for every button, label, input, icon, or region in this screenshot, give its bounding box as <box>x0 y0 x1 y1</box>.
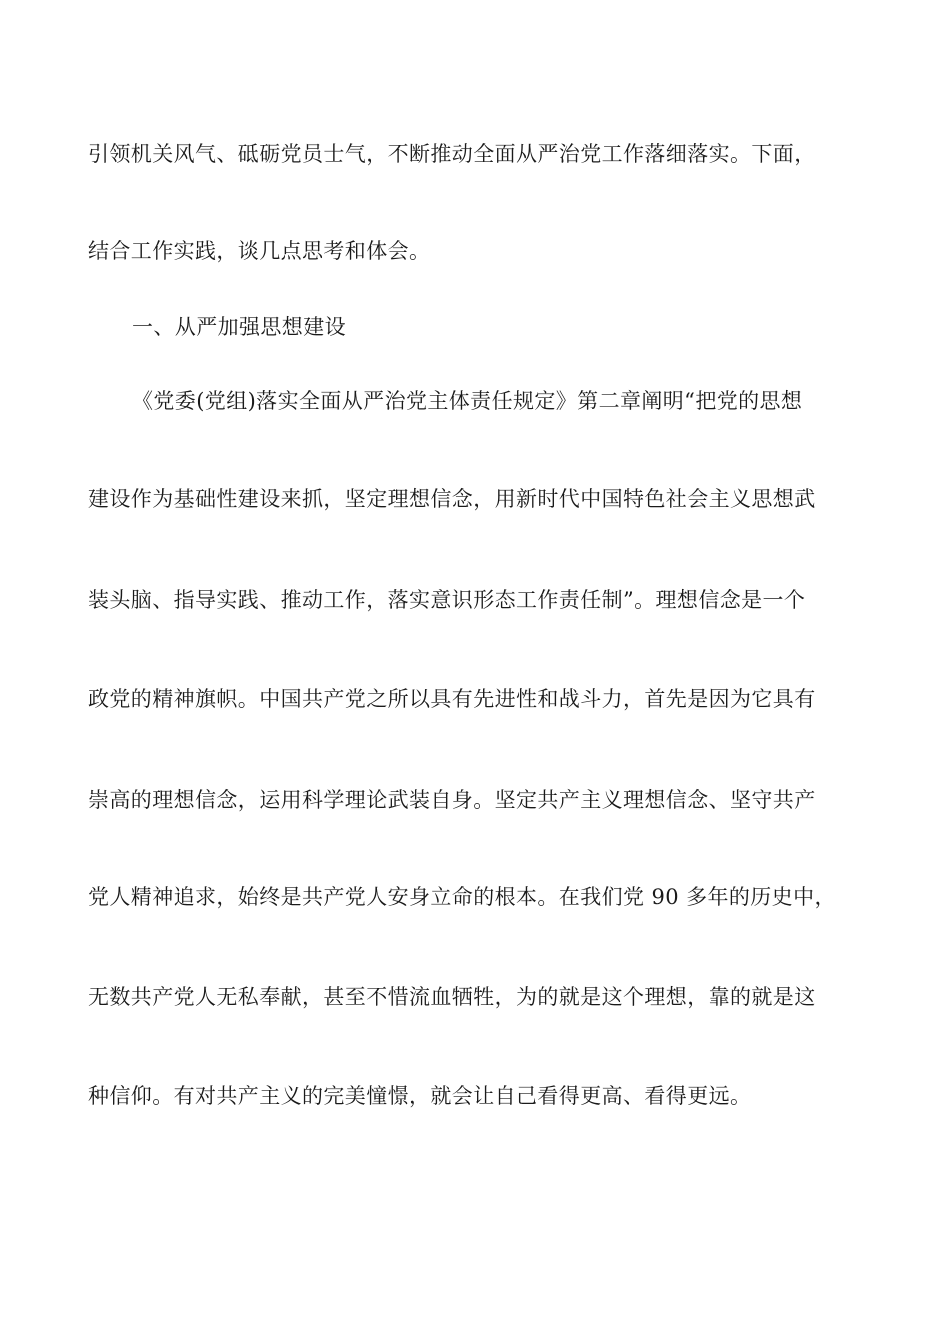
paragraph-line: 《党委(党组)落实全面从严治党主体责任规定》第二章阐明“把党的思想 <box>132 389 803 413</box>
paragraph-line: 装头脑、指导实践、推动工作，落实意识形态工作责任制”。理想信念是一个 <box>88 588 806 612</box>
section-heading: 一、从严加强思想建设 <box>132 315 346 339</box>
paragraph-line: 无数共产党人无私奉献，甚至不惜流血牺牲，为的就是这个理想，靠的就是这 <box>88 985 816 1009</box>
paragraph-line: 引领机关风气、砥砺党员士气，不断推动全面从严治党工作落细落实。下面， <box>88 142 816 166</box>
paragraph-line: 政党的精神旗帜。中国共产党之所以具有先进性和战斗力，首先是因为它具有 <box>88 687 816 711</box>
paragraph-line: 结合工作实践，谈几点思考和体会。 <box>88 239 431 263</box>
paragraph-line: 党人精神追求，始终是共产党人安身立命的根本。在我们党 90 多年的历史中， <box>88 885 836 909</box>
paragraph-line: 种信仰。有对共产主义的完美憧憬，就会让自己看得更高、看得更远。 <box>88 1084 752 1108</box>
paragraph-line: 崇高的理想信念，运用科学理论武装自身。坚定共产主义理想信念、坚守共产 <box>88 788 816 812</box>
paragraph-line: 建设作为基础性建设来抓，坚定理想信念，用新时代中国特色社会主义思想武 <box>88 487 816 511</box>
